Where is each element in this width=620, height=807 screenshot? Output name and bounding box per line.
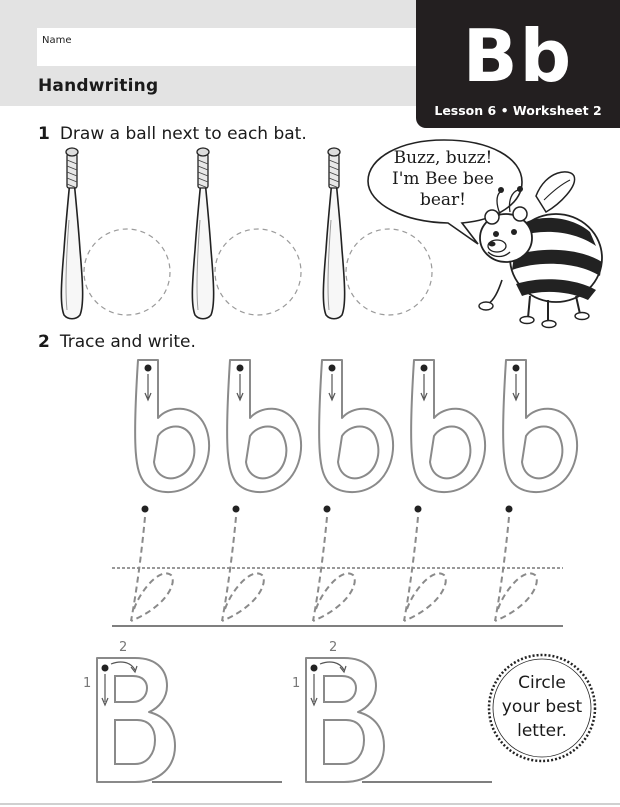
stroke-number-1: 1 [292, 676, 301, 691]
trace-capital-b[interactable] [306, 658, 384, 782]
baseball-bat-picture [192, 148, 213, 319]
lesson-label: Lesson 6 • Worksheet 2 [434, 103, 602, 118]
section-title: Handwriting [38, 76, 159, 96]
writing-guide [112, 506, 563, 627]
best-letter-line-3: letter. [517, 721, 567, 741]
name-label: Name [42, 35, 72, 46]
trace-letter-b[interactable] [503, 360, 577, 492]
bat-item-1 [61, 148, 170, 319]
baseball-bat-picture [323, 148, 344, 319]
speech-line-3: bear! [419, 190, 467, 210]
trace-letter-b[interactable] [411, 360, 485, 492]
guide-letter-b[interactable] [131, 506, 173, 622]
best-letter-line-1: Circle [518, 673, 566, 693]
question-2-instruction: Trace and write. [59, 332, 196, 352]
trace-letter-b[interactable] [227, 360, 301, 492]
question-1-number: 1 [38, 124, 50, 144]
ball-outline[interactable] [215, 229, 301, 315]
question-2-number: 2 [38, 332, 50, 352]
ball-outline[interactable] [346, 229, 432, 315]
trace-letter-b[interactable] [135, 360, 209, 492]
question-1-instruction: Draw a ball next to each bat. [59, 124, 307, 144]
stroke-number-2: 2 [329, 640, 338, 655]
footer-rule [0, 803, 620, 805]
speech-bubble-text [378, 148, 508, 211]
best-letter-line-2: your best [501, 697, 583, 717]
trace-letter-b[interactable] [319, 360, 393, 492]
baseball-bat-picture [61, 148, 82, 319]
stroke-number-1: 1 [83, 676, 92, 691]
guide-letter-b[interactable] [495, 506, 537, 622]
ball-outline[interactable] [84, 229, 170, 315]
stroke-number-2: 2 [119, 640, 128, 655]
guide-letter-b[interactable] [404, 506, 446, 622]
guide-letter-b[interactable] [222, 506, 264, 622]
speech-line-1: Buzz, buzz! [393, 148, 493, 168]
trace-capital-b[interactable] [97, 658, 175, 782]
speech-line-2: I'm Bee bee [392, 169, 494, 189]
guide-letter-b[interactable] [313, 506, 355, 622]
bat-item-2 [192, 148, 301, 319]
best-letter-text [490, 671, 594, 743]
big-letters: Bb [462, 14, 574, 98]
trace-row [135, 360, 577, 492]
